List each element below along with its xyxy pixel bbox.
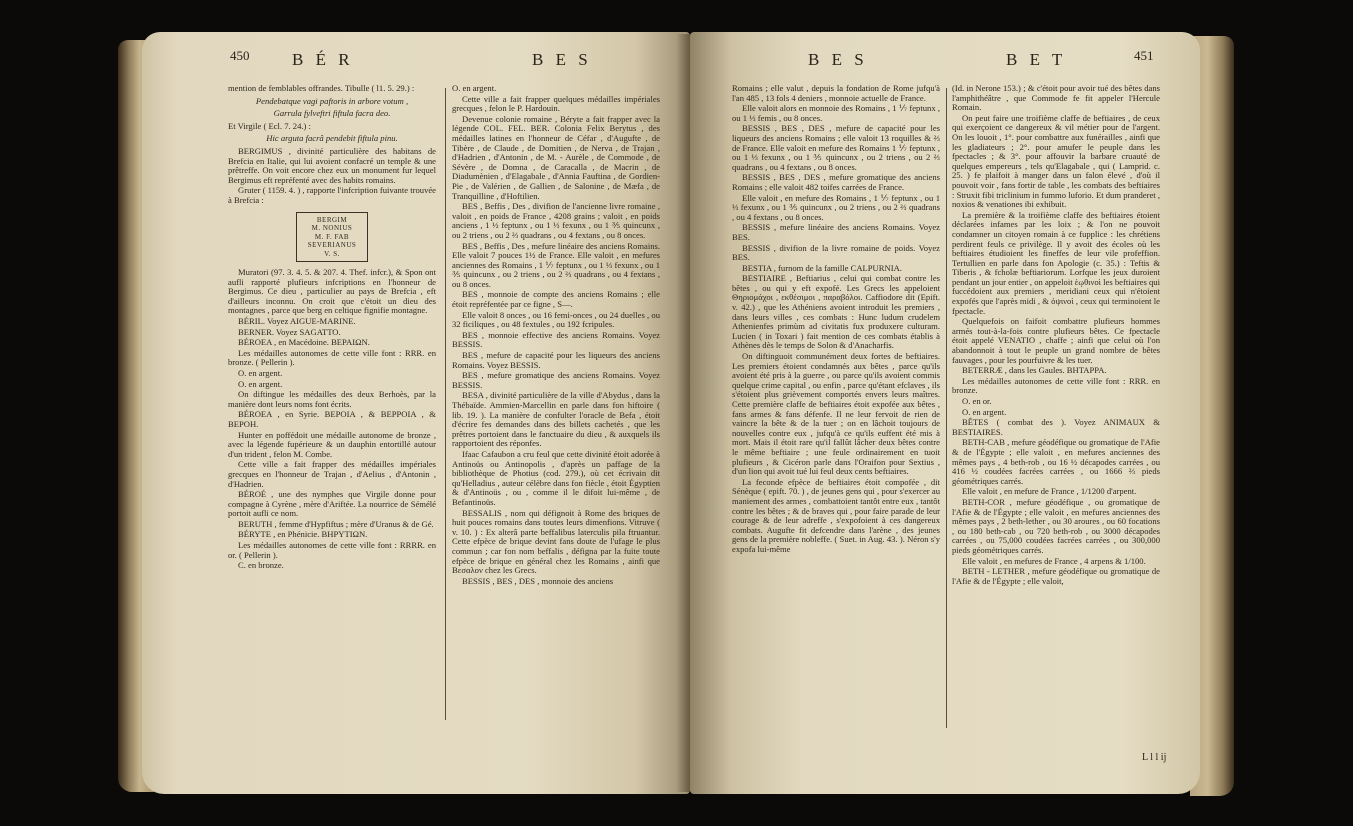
entry-bessis-gromatic: BESSIS , BES , DES , mefure gromatique des anciens Romains ; elle valoit 482 toifes carrées de France. bbox=[732, 172, 940, 192]
paragraph: BES , mefure de capacité pour les liqueurs des anciens Romains. Voyez BESSIS. bbox=[452, 350, 660, 370]
page-number-left: 450 bbox=[230, 48, 250, 63]
paragraph: BES , monnoie effective des anciens Romains. Voyez BESSIS. bbox=[452, 329, 660, 350]
paragraph: (Id. in Nerone 153.) ; & c'étoit pour avoir tué des bêtes dans l'amphithéâtre , que Commode fe fit appeler l'Hercule Romain. bbox=[952, 83, 1160, 113]
paragraph: La première & la troifième claffe des beftiaires étoient déclarées infames par les loix ; & l'on ne pouvoit condamner un citoyen romain à ce fupplice : les chrétiens perdirent feuls ce privilège. Il y avoit des écoles où les beftiaires étudioient les fineffes de leur vile profeffion. Tertullien en parle dans fon Apologie (c. 35.) : Teftis & Tiberis , & fcholæ beftiariorum. Lorfque les jeux duroient pendant un jour entier , on appeloit ἑῳθινοὶ les beftiaires qui fuccédoient aux premiers , meridiani ceux qui n'étoient expofés que l'après midi , & ὀψινοὶ , ceux qui terminoient le fpectacle. bbox=[952, 209, 1160, 316]
paragraph: O. en argent. bbox=[962, 406, 1007, 417]
entry-bessis-linear: BESSIS , mefure linéaire des anciens Romains. Voyez BES. bbox=[732, 222, 940, 242]
entry-beterrae: BETERRÆ , dans les Gaules. ΒΗΤΑΡΡΑ. bbox=[962, 365, 1107, 376]
entry-beth-cab: BETH-CAB , mefure géodéfique ou gromatique de l'Afie & de l'Égypte ; elle valoit , en mefures anciennes des mêmes pays , 4 beth-rob , ou 16 ½ décapodes carrées , ou 416 ½ coudées facrées carrées , ou 1666 ⅔ pieds géométriques carrés. bbox=[952, 437, 1160, 486]
entry-bes-weight: BES , Beffis , Des , divifion de l'ancienne livre romaine , valoit , en poids de France , 4208 grains ; valoit , en poids anciens , 1 ½ feptunx , ou 1 ⅓ fexunx , ou 1 ⅗ quincunx , ou 2 triens , ou 2 ⅔ quadrans , ou 4 fextans , ou 8 onces. bbox=[452, 201, 660, 240]
paragraph: O. en argent. bbox=[238, 378, 283, 389]
entry-bestia: BESTIA , furnom de la famille CALPURNIA. bbox=[742, 262, 902, 273]
paragraph: On peut faire une troifième claffe de beftiaires , de ceux qui exerçoient ce dangereux & vil métier pour de l'argent. On les louoit , 1°. pour combattre aux funérailles , ainfi que les gladiateurs ; 2°. pour amufer le peuple dans les fpectacles ; & 3°. pour affouvir la barbare cruauté de quelques empereurs , tels qu'Elagabale , qui ( Lamprid. c. 25. ) fe plaifoit à manger dans un falon élevé , d'où il pouvoit voir , fans fortir de table , les combats des beftiaires : Struxit fibi triclinium in fummo luforio. Et dum pranderet , noxios & venationes ibi exhibuit. bbox=[952, 112, 1160, 210]
entry-beroea-macedonia: BÉROEA , en Macédoine. ΒΕΡΑΙΩΝ. bbox=[238, 337, 370, 348]
paragraph: Cette ville a fait frapper quelques médailles impériales grecques , felon le P. Hardouin. bbox=[452, 93, 660, 114]
entry-bes-money: BES , monnoie de compte des anciens Romains ; elle étoit repréfentée par ce figne , S—. bbox=[452, 289, 660, 310]
entry-beth-lether: BETH - LETHER , mefure géodéfique ou gromatique de l'Afie & de l'Égypte ; elle valoit, bbox=[952, 566, 1160, 586]
paragraph: Et Virgile ( Ecl. 7. 24.) : bbox=[228, 120, 311, 131]
paragraph: Muratori (97. 3. 4. 5. & 207. 4. Thef. infcr.), & Spon ont aufli rapporté plufieurs infcriptions en l'honneur de Bergimus. Ce dieu , particulier au pays de Brefcia , eft d'ailleurs inconnu. On croit que c'étoit un dieu des montagnes , parce que berg en celtique fignifie montagne. bbox=[228, 267, 436, 316]
entry-beroe: BÉROÉ , une des nymphes que Virgile donne pour compagne à Cyrène , mère d'Ariftée. La nourrice de Sémélé portoit aufli ce nom. bbox=[228, 489, 436, 519]
entry-bessis-capacity: BESSIS , BES , DES , mefure de capacité pour les liqueurs des anciens Romains ; elle valoit 13 roquilles & ⅔ de France. Elle valoit en mefure des Romains 1 ⅐ feptunx , ou 1 ⅓ fexunx , ou 1 ⅗ quincunx , ou 2 triens , ou 2 ⅔ quadrans , ou 4 fextans , ou 8 onces. bbox=[732, 123, 940, 172]
paragraph: Elle valoit 8 onces , ou 16 femi-onces , ou 24 duelles , ou 32 ficiliques , ou 48 fextules , ou 192 fcripules. bbox=[452, 309, 660, 330]
paragraph: Romains ; elle valut , depuis la fondation de Rome jufqu'à l'an 485 , 13 fols 4 deniers , monnoie actuelle de France. bbox=[732, 83, 940, 103]
entry-bessalis: BESSALIS , nom qui défignoit à Rome des briques de huit pouces romains dans toutes leurs dimenfions. Vitruve ( v. 10. ) : Ex alterâ parte beffalibus laterculis pila ftruantur. Cette efpèce de brique devint fans doute de l'ufage le plus commun ; car fon nom beffalis , défigna par la fuite toute efpèce de brique en général chez les Romains , ainfi que Βεσαλον chez les Grecs. bbox=[452, 507, 660, 576]
paragraph: BES , mefure gromatique des anciens Romains. Voyez BESSIS. bbox=[452, 370, 660, 390]
entry-beril: BÉRIL. Voyez AIGUE-MARINE. bbox=[238, 316, 356, 326]
paragraph: Cette ville a fait frapper des médailles impériales grecques en l'honneur de Trajan , d'Aelius , d'Antonin , d'Hadrien. bbox=[228, 459, 436, 489]
column-rule bbox=[445, 88, 446, 720]
paragraph: mention de femblables offrandes. Tibulle ( l1. 5. 29.) : bbox=[228, 83, 415, 93]
paragraph: Quelquefois on faifoit combattre plufieurs hommes armés tout-à-la-fois contre plufieurs bêtes. Ce fpectacle étoit appelé VENATIO , chaffe ; ainfi que celui où l'on abandonnoit à tout le peuple un grand nombre de bêtes fauvages , pour les pourfuivre & les tuer. bbox=[952, 316, 1160, 365]
paragraph: Les médailles autonomes de cette ville font : RRR. en bronze. bbox=[952, 375, 1160, 396]
entry-berner: BERNER. Voyez SAGATTO. bbox=[238, 326, 341, 337]
running-head-left-col: B É R bbox=[292, 50, 354, 69]
paragraph: Elle valoit , en mefure de France , 1/1200 d'arpent. bbox=[962, 486, 1137, 497]
entry-beroea-syria: BÉROEA , en Syrie. ΒΕΡΟΙΑ , & ΒΕΡΡΟΙΑ , & ΒΕΡΟΗ. bbox=[228, 409, 436, 429]
paragraph: Hunter en poffédoit une médaille autonome de bronze , avec la légende fupérieure & un dauphin entortillé autour d'un trident , felon M. Combe. bbox=[228, 429, 436, 459]
paragraph: On diftinguoit communément deux fortes de beftiaires. Les premiers étoient condamnés aux bêtes , parce qu'ils avoient été pris à la guerre , ou parce qu'ils avoient commis quelque crime capital , ou enfin , parce qu'étant efclaves , ils s'étoient plus grièvement comportés envers leurs maîtres. Cette première claffe de beftiaires étoit expofée aux bêtes , fans armes & fans défenfe. Il ne leur fervoit de rien de vaincre la bête & de la tuer ; on en lâchoit toujours de nouvelles contre eux , jufqu'à ce qu'ils euffent été mis à mort. Mais il étoit rare qu'il fallût lâcher deux bêtes contre le même beftiaire ; une feule ordinairement en tuoit plufieurs , & Cicéron parle dans l'Oraifon pour Sextius , d'un lion qui avoit tué lui feul deux cents beftiaires. bbox=[732, 351, 940, 477]
left-page bbox=[142, 32, 690, 794]
inscription-box bbox=[296, 212, 368, 263]
signature-mark: L l l ij bbox=[1142, 752, 1167, 763]
paragraph: La feconde efpèce de beftiaires étoit compofée , dit Sénèque ( epift. 70. ) , de jeunes gens qui , pour s'exercer au maniement des armes , combattoient tantôt entre eux , tantôt contre les bêtes ; & de braves qui , pour faire parade de leur courage & de leur adreffe , s'expofoient à ces dangereux combats. Augufte fit defcendre dans l'arène , des jeunes gens de la première nobleffe. ( Suet. in Aug. 43. ). Néron s'y expofa lui-même bbox=[732, 476, 940, 554]
paragraph: Elle valoit , en mefures de France , 4 arpens & 1/100. bbox=[962, 555, 1146, 566]
paragraph: O. en argent. bbox=[238, 367, 283, 378]
entry-bes-linear: BES , Beffis , Des , mefure linéaire des anciens Romains. Elle valoit 7 pouces 1½ de France. Elle valoit , en mefures anciennes des Romains , 1 ⅐ feptunx , ou 1 ⅓ fexunx , ou 1 ⅗ quincunx , ou 2 triens , ou 2 ⅔ quadrans , ou 4 fextans , ou 8 onces. bbox=[452, 240, 660, 289]
running-head-right-col: B E T bbox=[1006, 50, 1067, 69]
entry-beth-cor: BETH-COR , mefure géodéfique , ou gromatique de l'Afie & de l'Égypte ; elle valoit , en mefures anciennes des mêmes pays , 2 beth-lether , ou 30 aroures , ou 60 focations , ou 180 beth-cab , ou 720 beth-rob , ou 3000 décapodes carrées , ou 75,000 coudées facrées carrées , ou 300,000 pieds géométriques carrés. bbox=[952, 496, 1160, 555]
paragraph: Elle valoit alors en monnoie des Romains , 1 ⅐ feptunx , ou 1 ⅓ femis , ou 8 onces. bbox=[732, 103, 940, 123]
left-page-column-2 bbox=[452, 84, 660, 587]
paragraph: O. en argent. bbox=[452, 83, 497, 93]
running-head-right-col: B E S bbox=[532, 50, 592, 69]
right-page bbox=[690, 32, 1200, 794]
right-page-column-2 bbox=[952, 84, 1160, 587]
entry-bestiaire: BESTIAIRE , Beftiarius , celui qui combat contre les bêtes , ou qui y eft expofé. Les Grecs les appeloient Θηριομάχοι , εκθέσιμοι , παραβόλοι. Caffiodore dit (Epift. v. 42.) , que les Athéniens avoient introduit les premiers , dans leurs villes , ces combats : Hunc ludum crudelem Athenienfes primùm ad civitatis fux produxere culturam. Lucien ( in Toxari ) fait mention de ces combats établis à Athènes dès le temps de Solon & d'Anacharfis. bbox=[732, 273, 940, 351]
paragraph: Ifaac Cafaubon a cru feul que cette divinité étoit adorée à Antinoüs ou Antinopolis , d'après un paffage de la bibliothèque de Photius (cod. 279.), où cet écrivain dit qu'Helladius , auteur célèbre dans fon fiècle , étoit Égyptien & d'Antinoüs , ou , comme il le difoit lui-même , de Befantinoüs. bbox=[452, 448, 660, 507]
entry-bessis: BESSIS , BES , DES , monnoie des anciens bbox=[462, 575, 614, 586]
verse-line: Garrula fylveftri fiftula facra deo. bbox=[273, 108, 391, 119]
paragraph: Les médailles autonomes de cette ville font : RRRR. en or. ( Pellerin ). bbox=[228, 540, 436, 560]
verse-line: Pendebatque vagi paftoris in arbore votum , bbox=[255, 95, 409, 106]
verse-line: Hic arguta facrâ pendebit fiftula pinu. bbox=[266, 133, 398, 144]
left-page-column-1 bbox=[228, 84, 436, 572]
column-rule bbox=[946, 88, 947, 728]
inscription-line: BERGIM bbox=[316, 215, 348, 224]
entry-besa: BESA , divinité particulière de la ville d'Abydus , dans la Thébaïde. Ammien-Marcellin en parle dans fon hiftoire ( lib. 19. ). La manière de confulter l'oracle de Befa , étoit d'écrire fes demandes dans des billets cachetés , que les prêtres portoient dans le fanctuaire du dieu , & auxquels ils rapportoient des réponfes. bbox=[452, 390, 660, 449]
paragraph: Les médailles autonomes de cette ville font : RRR. en bronze. ( Pellerin ). bbox=[228, 347, 436, 368]
page-number-right: 451 bbox=[1134, 48, 1154, 63]
paragraph: Gruter ( 1159. 4. ) , rapporte l'infcription fuivante trouvée à Brefcia : bbox=[228, 185, 436, 205]
entry-beryte: BÉRYTE , en Phénicie. ΒΗΡΥΤΙΩΝ. bbox=[238, 529, 368, 540]
paragraph: C. en bronze. bbox=[238, 560, 284, 571]
entry-betes: BÊTES ( combat des ). Voyez ANIMAUX & BESTIAIRES. bbox=[952, 417, 1160, 437]
paragraph: O. en or. bbox=[962, 396, 992, 406]
inscription-line: M. F. FAB bbox=[314, 232, 350, 241]
inscription-line: V. S. bbox=[324, 249, 340, 258]
paragraph: On diftingue les médailles des deux Berhoès, par la manière dont leurs noms font écrits. bbox=[228, 389, 436, 409]
paragraph: Elle valoit , en mefure des Romains , 1 ⅐ feptunx , ou 1 ⅓ fexunx , ou 1 ⅗ quincunx , ou 2 triens , ou 2 ⅔ quadrans , ou 4 fextans , ou 8 onces. bbox=[732, 192, 940, 222]
inscription-line: M. NONIUS bbox=[311, 224, 353, 233]
paragraph: Devenue colonie romaine , Béryte a fait frapper avec la légende COL. FEL. BER. Colonia Felix Berytus , des médailles latines en l'honneur de Céfar , d'Augufte , de Tibère , de Claude , de Domitien , de Nerva , de Trajan , d'Hadrien , d'Antonin , de M. - Aurèle , de Commode , de Sévère , de Domna , de Caracalla , de Macrin , de Diadumènien , d'Elagabale , d'Annia Fauftina , de Gordien-Pie , de Valérien , de Gallien , de Salonine , de Mæfa , de Tranquilline , d'Hoftilien. bbox=[452, 113, 660, 201]
entry-bessis-division: BESSIS , divifion de la livre romaine de poids. Voyez BES. bbox=[732, 242, 940, 263]
running-head-left-col: B E S bbox=[808, 50, 868, 69]
inscription-line: SEVERIANUS bbox=[307, 241, 357, 250]
entry-beruth: BERUTH , femme d'Hypfiftus ; mère d'Uranus & de Gé. bbox=[238, 518, 434, 529]
right-page-column-1 bbox=[732, 84, 940, 556]
entry-bergimus: BERGIMUS , divinité particulière des habitans de Brefcia en Italie, qui lui avoient confacré un temple & une prêtreffe. On voit encore chez eux un monument fur lequel Bergimus eft repréfenté avec des habits romains. bbox=[228, 145, 436, 185]
